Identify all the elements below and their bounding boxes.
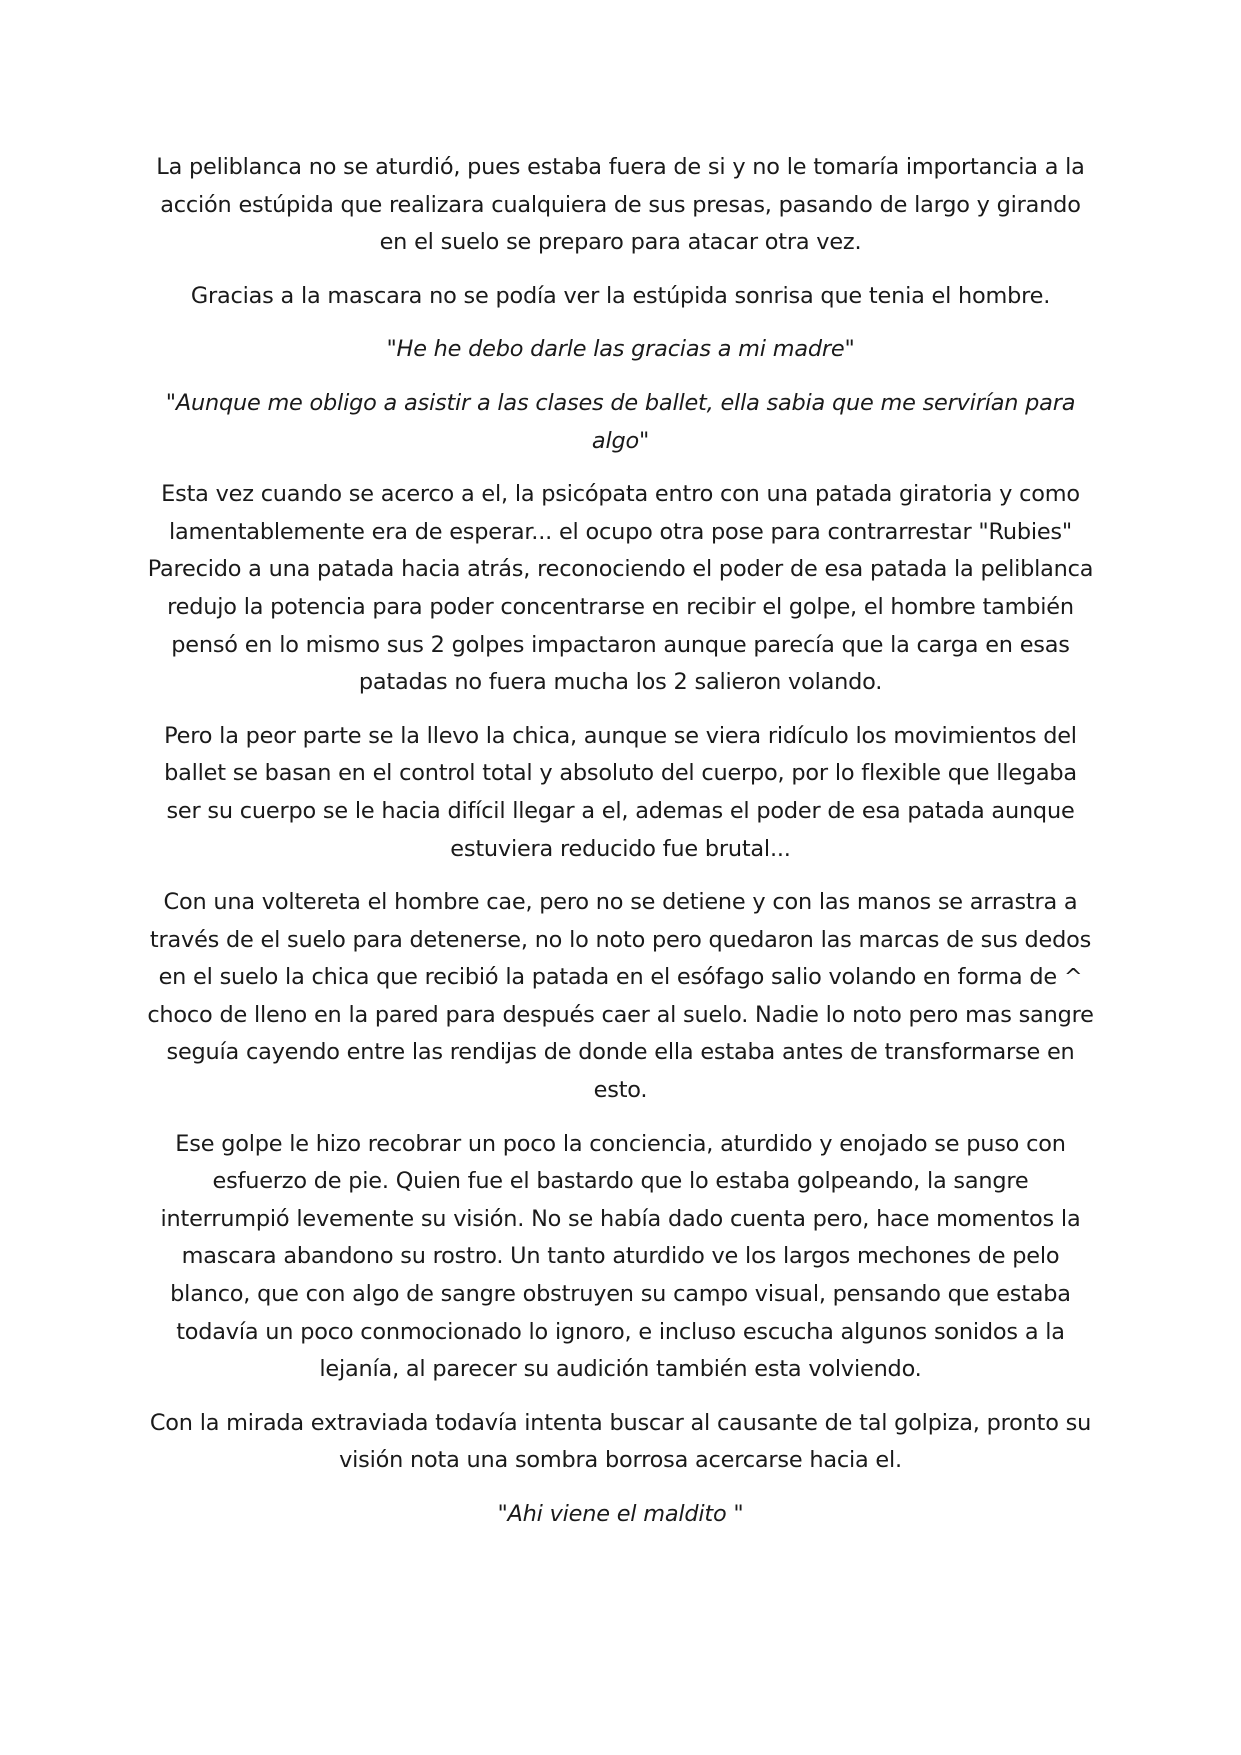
dialogue-3: "Ahi viene el maldito ": [497, 1501, 744, 1527]
paragraph-6: Ese golpe le hizo recobrar un poco la conciencia, aturdido y enojado se puso con esfuerzo de pie. Quien fue el bastardo que lo estaba golpeando, la sangre interrumpió levemente su visión. No se había dado cuenta pero, hace momentos la mascara abandono su rostro. Un tanto aturdido ve los largos mechones de pelo blanco, que con algo de sangre obstruyen su campo visual, pensando que estaba todavía un poco conmocionado lo ignoro, e incluso escucha algunos sonidos a la lejanía, al parecer su audición también esta volviendo.: [160, 1130, 1081, 1383]
paragraph-1: La peliblanca no se aturdió, pues estaba fuera de si y no le tomaría importancia a la acción estúpida que realizara cualquiera de sus presas, pasando de largo y girando en el suelo se preparo para atacar otra vez.: [156, 154, 1085, 256]
document-body: [146, 149, 1095, 1550]
dialogue-2: "Aunque me obligo a asistir a las clases de ballet, ella sabia que me servirían para algo": [165, 389, 1076, 454]
paragraph-2: Gracias a la mascara no se podía ver la estúpida sonrisa que tenia el hombre.: [190, 282, 1051, 309]
paragraph-3: Esta vez cuando se acerco a el, la psicópata entro con una patada giratoria y como lamentablemente era de esperar... el ocupo otra pose para contrarrestar "Rubies" Parecido a una patada hacia atrás, reconociendo el poder de esa patada la peliblanca redujo la potencia para poder concentrarse en recibir el golpe, el hombre también pensó en lo mismo sus 2 golpes impactaron aunque parecía que la carga en esas patadas no fuera mucha los 2 salieron volando.: [147, 481, 1094, 696]
dialogue-1: "He he debo darle las gracias a mi madre": [386, 336, 855, 363]
paragraph-5: Con una voltereta el hombre cae, pero no se detiene y con las manos se arrastra a través de el suelo para detenerse, no lo noto pero quedaron las marcas de sus dedos en el suelo la chica que recibió la patada en el esófago salio volando en forma de ^ choco de lleno en la pared para después caer al suelo. Nadie lo noto pero mas sangre seguía cayendo entre las rendijas de donde ella estaba antes de transformarse en esto.: [147, 889, 1094, 1104]
paragraph-4: Pero la peor parte se la llevo la chica, aunque se viera ridículo los movimientos del ballet se basan en el control total y absoluto del cuerpo, por lo flexible que llegaba ser su cuerpo se le hacia difícil llegar a el, ademas el poder de esa patada aunque estuviera reducido fue brutal...: [164, 722, 1077, 862]
paragraph-7: Con la mirada extraviada todavía intenta buscar al causante de tal golpiza, pronto su visión nota una sombra borrosa acercarse hacia el.: [149, 1409, 1092, 1474]
